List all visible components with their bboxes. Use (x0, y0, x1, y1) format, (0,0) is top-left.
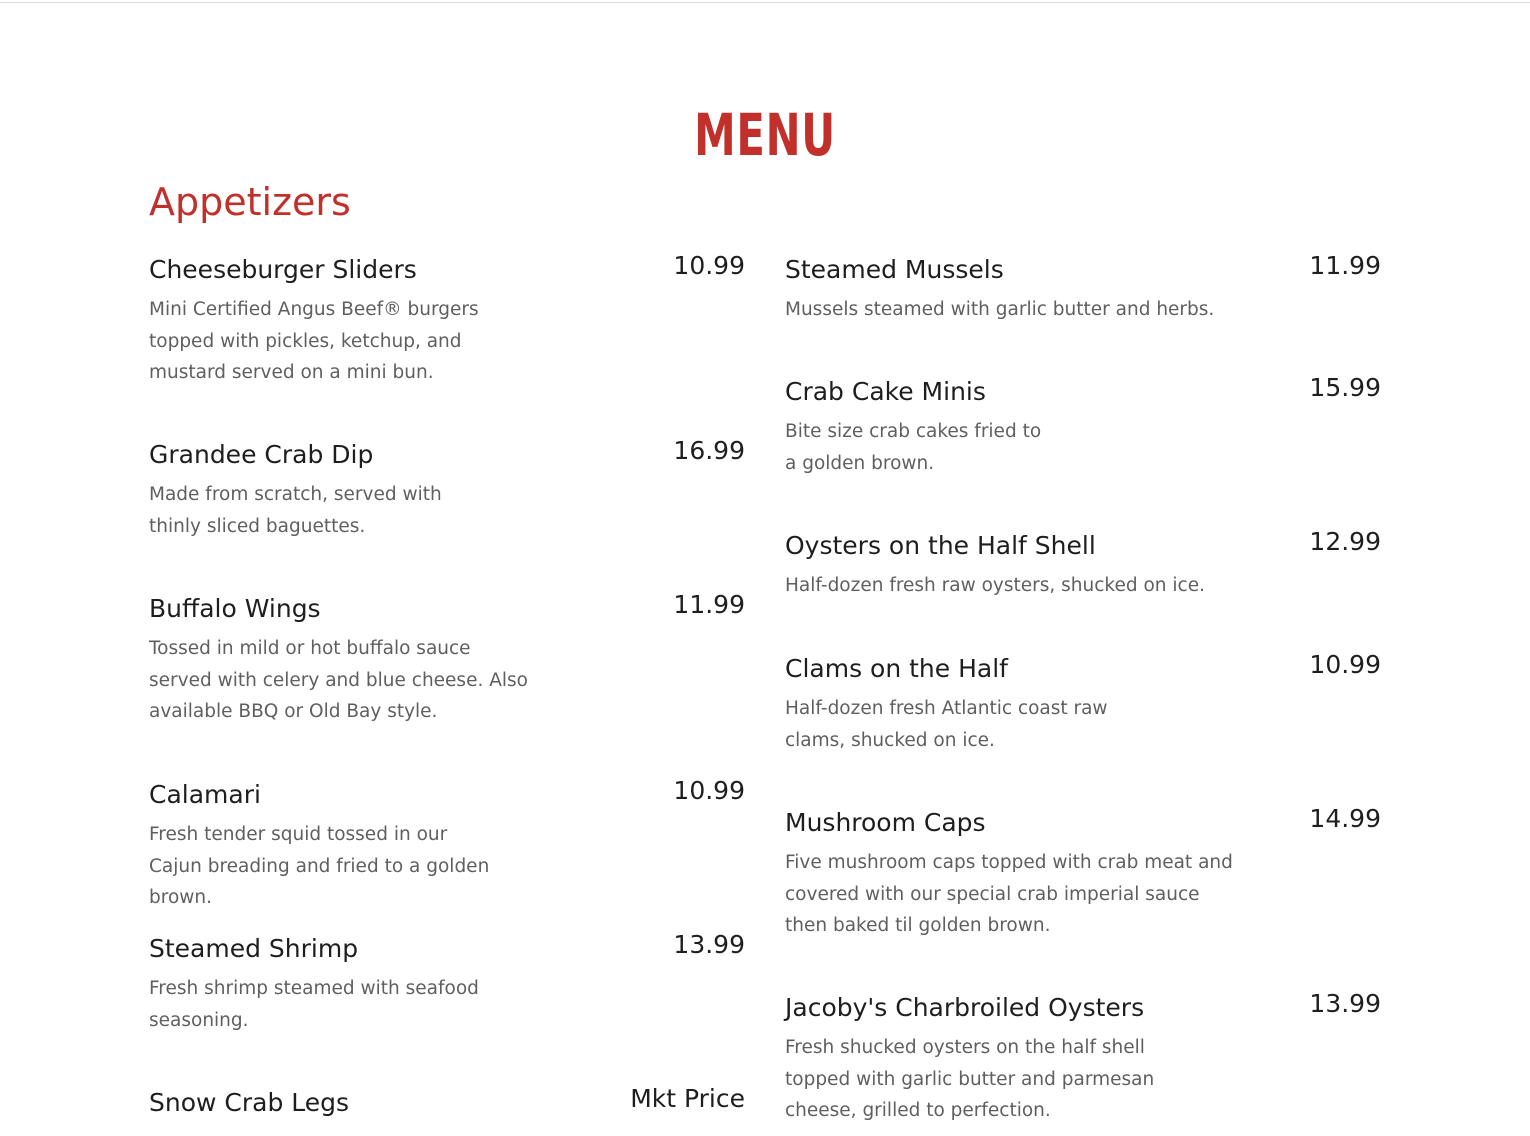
item-name: Mushroom Caps (785, 808, 986, 837)
item-description: Made from scratch, served with thinly sliced baguettes. (149, 484, 442, 537)
item-price: 10.99 (1309, 650, 1381, 679)
item-price: 14.99 (1309, 804, 1381, 833)
item-name: Snow Crab Legs (149, 1088, 350, 1117)
top-divider (0, 2, 1530, 3)
item-price: 11.99 (673, 590, 745, 619)
item-price: 12.99 (1309, 527, 1381, 556)
item-price: Mkt Price (630, 1084, 745, 1113)
item-name: Jacoby's Charbroiled Oysters (785, 993, 1145, 1022)
item-description: Fresh tender squid tossed in our Cajun breading and fried to a golden brown. (149, 824, 490, 908)
item-description: Bite size crab cakes fried to a golden brown. (785, 421, 1042, 474)
item-name: Clams on the Half (785, 654, 1008, 683)
item-price: 11.99 (1309, 251, 1381, 280)
item-description: Half-dozen fresh raw oysters, shucked on ice. (785, 575, 1205, 596)
item-name: Cheeseburger Sliders (149, 255, 417, 284)
item-price: 13.99 (1309, 989, 1381, 1018)
item-description: Mini Certified Angus Beef® burgers topped with pickles, ketchup, and mustard served on a mini bun. (149, 299, 479, 383)
item-name: Crab Cake Minis (785, 377, 986, 406)
item-name: Grandee Crab Dip (149, 440, 374, 469)
item-description: Mussels steamed with garlic butter and herbs. (785, 299, 1215, 320)
item-price: 10.99 (673, 776, 745, 805)
page-title: MENU (694, 100, 836, 169)
item-description: Fresh shucked oysters on the half shell topped with garlic butter and parmesan cheese, grilled to perfection. (785, 1037, 1155, 1121)
item-price: 13.99 (673, 930, 745, 959)
item-description: Tossed in mild or hot buffalo sauce served with celery and blue cheese. Also available BBQ or Old Bay style. (149, 638, 528, 722)
item-price: 16.99 (673, 436, 745, 465)
item-description: Fresh shrimp steamed with seafood seasoning. (149, 978, 479, 1031)
item-name: Oysters on the Half Shell (785, 531, 1096, 560)
section-heading-appetizers: Appetizers (149, 180, 351, 224)
item-name: Calamari (149, 780, 261, 809)
item-name: Steamed Shrimp (149, 934, 359, 963)
item-description: Five mushroom caps topped with crab meat and covered with our special crab imperial sauce then baked til golden brown. (785, 852, 1233, 936)
item-price: 15.99 (1309, 373, 1381, 402)
item-description: Half-dozen fresh Atlantic coast raw clams, shucked on ice. (785, 698, 1108, 751)
item-name: Buffalo Wings (149, 594, 321, 623)
item-name: Steamed Mussels (785, 255, 1004, 284)
item-price: 10.99 (673, 251, 745, 280)
